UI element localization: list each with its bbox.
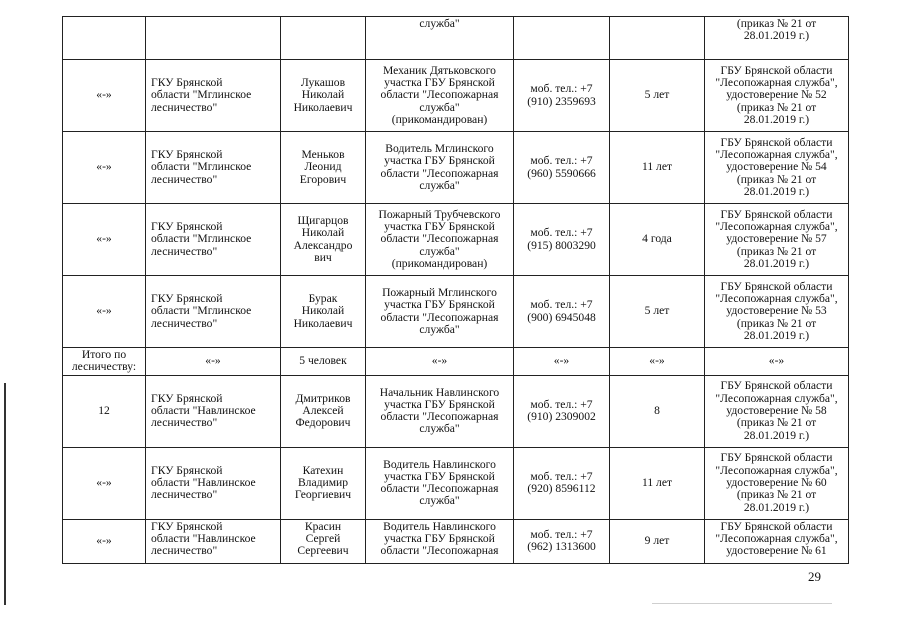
cell-phone [514,204,610,276]
text-line: служба" [419,178,460,192]
text-line: ГКУ Брянской [151,519,223,533]
cell-position [366,60,514,132]
text-line: служба" [419,100,460,114]
text-line: служба" [419,244,460,258]
text-line: Николаевич [293,100,353,114]
text-line: Водитель Навлинского [383,519,496,533]
text-line: ГБУ Брянской области [720,279,833,293]
text-line: Егорович [299,172,347,186]
cell-name [281,60,366,132]
text-line: Георгиевич [294,488,352,502]
text-line: ГБУ Брянской области [720,207,833,221]
text-line: области "Лесопожарная [380,482,499,496]
cell-certificate [705,375,849,447]
text-line: (прикомандирован) [391,256,488,270]
cell-org [146,447,281,519]
cell-certificate: «-» [705,348,849,376]
cell-position [366,519,514,563]
text-line: (приказ № 21 от [736,316,817,330]
cell-phone [514,60,610,132]
personnel-table [62,16,849,564]
text-line: (915) 8003290 [527,238,596,252]
text-line: Пожарный Трубчевского [378,207,501,221]
cell-position [366,375,514,447]
text-line: Щигарцов [297,213,349,227]
text-line: "Лесопожарная служба", [715,391,838,405]
cell-phone: «-» [514,348,610,376]
text-line: вич [314,250,332,264]
text-line: моб. тел.: +7 [530,527,593,541]
text-line: (приказ № 21 от [736,244,817,258]
text-line: Начальник Навлинского [379,385,500,399]
cell-phone [514,375,610,447]
cell-org [146,276,281,348]
text-line: моб. тел.: +7 [530,82,593,96]
text-line: (960) 5590666 [527,166,596,180]
text-line: "Лесопожарная служба", [715,463,838,477]
text-line: служба" [419,17,460,30]
cell-name [281,447,366,519]
text-line: Александро [293,238,353,252]
cell-certificate [705,132,849,204]
text-line: "Лесопожарная служба", [715,292,838,306]
cell-certificate [705,204,849,276]
text-line: участка ГБУ Брянской [384,220,495,234]
text-line: Сергеевич [297,544,349,558]
text-line: лесничество" [151,316,218,330]
cell-org [146,132,281,204]
cell-org: «-» [146,348,281,376]
text-line: участка ГБУ Брянской [384,531,495,545]
text-line: области "Лесопожарная [380,410,499,424]
cell-phone [514,132,610,204]
text-line: области "Лесопожарная [380,166,499,180]
cell-num: «-» [63,276,146,348]
cell-name [281,276,366,348]
cell-certificate [705,17,849,60]
text-line: Николай [301,304,345,318]
text-line: удостоверение № 60 [726,475,827,489]
cell-total-count: 5 человек [281,348,366,376]
cell-certificate [705,519,849,563]
text-line: 28.01.2019 г.) [743,29,810,43]
table-row [63,276,849,348]
text-line: ГКУ Брянской [151,292,223,306]
cell-experience: «-» [610,348,705,376]
text-line: удостоверение № 61 [726,544,827,558]
table-row [63,447,849,519]
text-line: Дмитриков [295,391,351,405]
text-line: участка ГБУ Брянской [384,76,495,90]
text-line: Итого по [81,348,127,361]
text-line: удостоверение № 53 [726,304,827,318]
cell-num: «-» [63,204,146,276]
cell-experience: 8 [610,375,705,447]
text-line: (910) 2359693 [527,94,596,108]
text-line: области "Мглинское [151,160,252,174]
text-line: моб. тел.: +7 [530,298,593,312]
text-line: участка ГБУ Брянской [384,397,495,411]
cell-phone [514,447,610,519]
text-line: лесничество" [151,544,218,558]
cell-num: «-» [63,447,146,519]
cell-experience [610,17,705,60]
cell-phone [514,276,610,348]
cell-name [281,132,366,204]
text-line: лесничество" [151,244,218,258]
text-line: области "Лесопожарная [380,310,499,324]
text-line: (приказ № 21 от [736,17,817,30]
text-line: участка ГБУ Брянской [384,154,495,168]
text-line: Леонид [304,160,342,174]
text-line: ГБУ Брянской области [720,135,833,149]
cell-certificate [705,60,849,132]
text-line: удостоверение № 52 [726,88,827,102]
text-line: лесничеству: [71,360,137,374]
text-line: Николаевич [293,316,353,330]
cell-position [366,132,514,204]
text-line: ГБУ Брянской области [720,63,833,77]
footer-rule [652,603,832,604]
text-line: ГБУ Брянской области [720,451,833,465]
text-line: лесничество" [151,100,218,114]
text-line: 28.01.2019 г.) [743,256,810,270]
text-line: области "Навлинское [151,531,256,545]
text-line: "Лесопожарная служба", [715,531,838,545]
text-line: области "Лесопожарная [380,544,499,558]
text-line: Николай [301,88,345,102]
text-line: области "Мглинское [151,304,252,318]
cell-certificate [705,447,849,519]
text-line: 28.01.2019 г.) [743,500,810,514]
text-line: области "Мглинское [151,232,252,246]
cell-experience: 11 лет [610,447,705,519]
text-line: Катехин [302,463,344,477]
text-line: Алексей [302,403,344,417]
table-row-continuation [63,17,849,60]
cell-name [281,17,366,60]
text-line: лесничество" [151,488,218,502]
text-line: области "Лесопожарная [380,88,499,102]
table-row [63,375,849,447]
cell-num: 12 [63,375,146,447]
cell-num: «-» [63,132,146,204]
text-line: области "Лесопожарная [380,232,499,246]
cell-experience: 4 года [610,204,705,276]
text-line: ГКУ Брянской [151,391,223,405]
text-line: 28.01.2019 г.) [743,328,810,342]
text-line: удостоверение № 54 [726,160,827,174]
cell-certificate [705,276,849,348]
text-line: 28.01.2019 г.) [743,428,810,442]
cell-position: «-» [366,348,514,376]
text-line: Сергей [305,531,341,545]
table-row [63,519,849,563]
text-line: 28.01.2019 г.) [743,184,810,198]
text-line: области "Навлинское [151,403,256,417]
text-line: "Лесопожарная служба", [715,148,838,162]
text-line: Федорович [295,416,351,430]
cell-org [146,375,281,447]
text-line: моб. тел.: +7 [530,154,593,168]
text-line: удостоверение № 58 [726,403,827,417]
cell-position [366,204,514,276]
text-line: ГБУ Брянской области [720,519,833,533]
text-line: (920) 8596112 [527,482,596,496]
cell-num: «-» [63,519,146,563]
cell-experience: 5 лет [610,60,705,132]
cell-phone [514,17,610,60]
text-line: области "Навлинское [151,475,256,489]
cell-position [366,276,514,348]
text-line: участка ГБУ Брянской [384,469,495,483]
cell-experience: 9 лет [610,519,705,563]
text-line: ГБУ Брянской области [720,379,833,393]
text-line: Владимир [297,475,349,489]
text-line: лесничество" [151,416,218,430]
text-line: (910) 2309002 [527,410,596,424]
text-line: Лукашов [300,76,346,90]
text-line: (прикомандирован) [391,112,488,126]
cell-org [146,519,281,563]
text-line: (приказ № 21 от [736,100,817,114]
text-line: Меньков [301,148,345,162]
cell-name [281,204,366,276]
scan-margin-line [4,383,6,605]
text-line: 28.01.2019 г.) [743,112,810,126]
text-line: служба" [419,422,460,436]
table-row-total [63,348,849,376]
text-line: (приказ № 21 от [736,172,817,186]
text-line: "Лесопожарная служба", [715,220,838,234]
cell-num [63,17,146,60]
text-line: (962) 1313600 [527,540,596,554]
cell-experience: 5 лет [610,276,705,348]
text-line: Механик Дятьковского [383,63,496,77]
cell-position [366,447,514,519]
text-line: Бурак [308,292,338,306]
text-line: ГКУ Брянской [151,148,223,162]
text-line: моб. тел.: +7 [530,397,593,411]
table-row [63,60,849,132]
table-row [63,204,849,276]
cell-position [366,17,514,60]
cell-org [146,204,281,276]
text-line: "Лесопожарная служба", [715,76,838,90]
text-line: Водитель Мглинского [385,141,494,155]
text-line: лесничество" [151,172,218,186]
table-row [63,132,849,204]
text-line: (900) 6945048 [527,310,596,324]
cell-name [281,375,366,447]
cell-phone [514,519,610,563]
text-line: участка ГБУ Брянской [384,298,495,312]
text-line: служба" [419,494,460,508]
text-line: удостоверение № 57 [726,232,827,246]
text-line: моб. тел.: +7 [530,226,593,240]
cell-org [146,17,281,60]
cell-name [281,519,366,563]
text-line: ГКУ Брянской [151,76,223,90]
text-line: ГКУ Брянской [151,220,223,234]
cell-num: «-» [63,60,146,132]
text-line: области "Мглинское [151,88,252,102]
text-line: (приказ № 21 от [736,416,817,430]
text-line: Красин [304,519,342,533]
text-line: Водитель Навлинского [383,457,496,471]
cell-total-label [63,348,146,376]
text-line: ГКУ Брянской [151,463,223,477]
page-number: 29 [808,569,821,584]
text-line: Пожарный Мглинского [382,285,497,299]
cell-experience: 11 лет [610,132,705,204]
text-line: Николай [301,226,345,240]
text-line: (приказ № 21 от [736,488,817,502]
text-line: моб. тел.: +7 [530,469,593,483]
cell-org [146,60,281,132]
text-line: служба" [419,322,460,336]
